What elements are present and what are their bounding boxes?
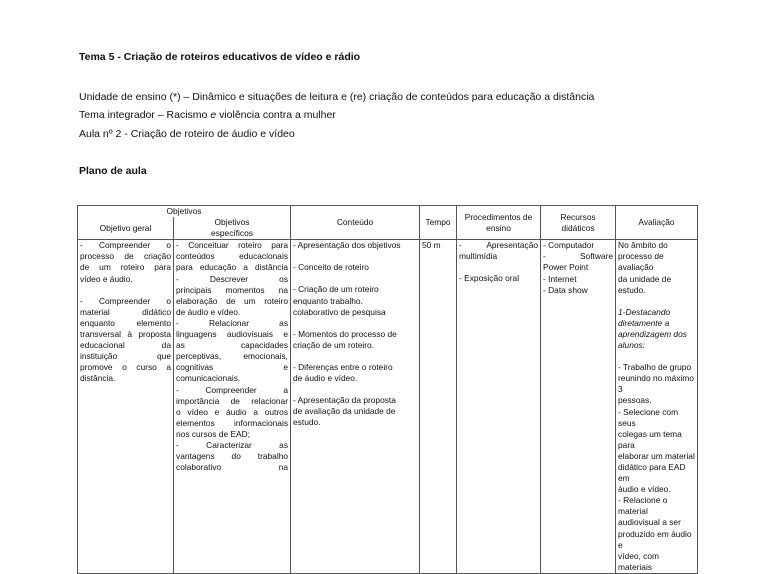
avaliacao-line: No âmbito do [618,240,668,251]
procedimentos-cell [457,240,541,574]
conteudo-line: - Apresentação dos objetivos [293,240,401,251]
tema-text-end: violência contra a mulher [216,109,336,121]
tema-text: Tema integrador – Racismo [79,109,211,121]
avaliacao-line: áudio e vídeo. [618,484,671,495]
procedimento-line: - Exposição oral [459,273,520,284]
avaliacao-line: - Selecione com seus [618,406,679,428]
og-line: instituição que [80,351,171,362]
conteudo-line: - Criação de um roteiro [293,284,379,295]
conteudo-line: de avaliação da unidade de [293,406,396,417]
avaliacao-line: pessoas. [618,395,652,406]
oe-line: elementos informacionais [176,417,289,428]
procedimentos-header-1: Procedimentos de [464,211,533,222]
og-line: de um roteiro para [80,262,171,273]
oe-line: - Descrever os [176,273,289,284]
conteudo-line: - Apresentação da proposta [293,395,396,406]
recurso-line: - Data show [543,284,588,295]
recurso-line: - Software [543,251,614,262]
oe-line: importância de relacionar [176,395,289,406]
conteudo-line: enquanto trabalho. [293,295,363,306]
oe-line: perceptivas, emocionais, [176,351,289,362]
objetivos-especificos-header-2: específicos [211,228,253,239]
plano-heading: Plano de aula [79,165,147,177]
oe-line: nos cursos de EAD; [176,428,251,439]
recurso-line: Power Point [543,262,589,273]
avaliacao-line: 1-Destacando [618,306,671,317]
og-line: distância. [80,373,116,384]
conteudo-line: - Conceito de roteiro [293,262,369,273]
objetivo-geral-header: Objetivo geral [78,217,174,240]
conteudo-line: - Diferenças entre o roteiro [293,361,393,372]
avaliacao-line: diretamente a [618,317,670,328]
avaliacao-line: elaborar um material [618,450,695,461]
og-line: enquanto elemento [80,317,171,328]
oe-line: linguagens audiovisuais e [176,329,289,340]
avaliacao-line: audiovisual a ser [618,517,681,528]
conteudo-line: colaborativo de pesquisa [293,306,386,317]
objetivos-especificos-cell [174,240,291,574]
recursos-header-1: Recursos [560,211,596,222]
og-line: - Compreender o [80,295,171,306]
avaliacao-line: - Relacione o material [618,495,668,517]
oe-line: as capacidades [176,340,289,351]
oe-line: elaboração de um roteiro [176,295,289,306]
oe-line: vantagens do trabalho [176,451,289,462]
recurso-line: - Computador [543,240,595,251]
og-line: material didático [80,306,171,317]
oe-line: principais momentos na [176,284,289,295]
og-line: transversal à proposta [80,328,171,339]
page-title: Tema 5 - Criação de roteiros educativos de vídeo e rádio [79,51,361,63]
og-line: vídeo e áudio. [80,273,133,284]
oe-line: conteúdos educacionais [176,251,289,262]
objetivos-especificos-header [174,217,291,240]
tema-emphasis: e [210,109,217,121]
avaliacao-line: alunos: [618,340,646,351]
oe-line: colaborativo na [176,462,289,473]
avaliacao-line: colegas um tema para [618,428,682,450]
tempo-cell: 50 m [420,240,457,574]
tema-line [79,109,336,121]
oe-line: - Compreender a [176,384,289,395]
oe-line: cognitivas e [176,362,289,373]
recurso-line: - Internet [543,273,577,284]
avaliacao-line: didático para EAD em [618,461,686,484]
conteudo-line: criação de um roteiro. [293,339,375,350]
tempo-header: Tempo [420,206,457,240]
unidade-line: Unidade de ensino (*) – Dinâmico e situações de leitura e (re) criação de conteúdos para educação a distância [79,91,595,103]
oe-line: o vídeo e áudio a outros [176,406,289,417]
procedimento-line: multimídia [459,251,498,262]
og-line: - Compreender o [80,240,171,251]
avaliacao-line: produzido em áudio e [618,528,692,550]
og-line: educacional da [80,340,171,351]
avaliacao-line: - Trabalho de grupo [618,362,692,373]
procedimento-line: - Apresentação [459,240,539,251]
avaliacao-header: Avaliação [616,206,698,240]
avaliacao-cell [616,240,698,574]
recursos-header [541,206,616,240]
recursos-cell [541,240,616,574]
og-line: promove o curso a [80,362,171,373]
og-line: processo de criação [80,251,171,262]
oe-line: para educação a distância [176,262,289,273]
oe-line: comunicacionais. [176,373,241,384]
oe-line: de áudio e vídeo. [176,306,241,317]
avaliacao-line: aprendizagem dos [618,328,687,339]
avaliacao-line: processo de avaliação [618,251,664,273]
objetivos-especificos-header-1: Objetivos [214,217,250,228]
aula-line: Aula nº 2 - Criação de roteiro de áudio e vídeo [79,128,295,140]
conteudo-cell [291,240,420,574]
objetivos-header: Objetivos [78,206,291,218]
avaliacao-line: vídeo, com materiais [618,550,659,572]
conteudo-line: de áudio e vídeo. [293,373,358,384]
procedimentos-header [457,206,541,240]
conteudo-line: - Momentos do processo de [293,328,397,339]
oe-line: - Conceituar roteiro para [176,240,289,251]
lesson-plan-table [77,205,698,574]
oe-line: - Relacionar as [176,317,289,328]
avaliacao-line: da unidade de estudo. [618,273,672,295]
conteudo-line: estudo. [293,417,321,428]
recursos-header-2: didáticos [561,222,595,233]
objetivo-geral-cell [78,240,174,574]
oe-line: - Caracterizar as [176,439,289,450]
conteudo-header: Conteúdo [291,206,420,240]
procedimentos-header-2: ensino [486,222,511,233]
avaliacao-line: reunindo no máximo 3 [618,373,694,395]
